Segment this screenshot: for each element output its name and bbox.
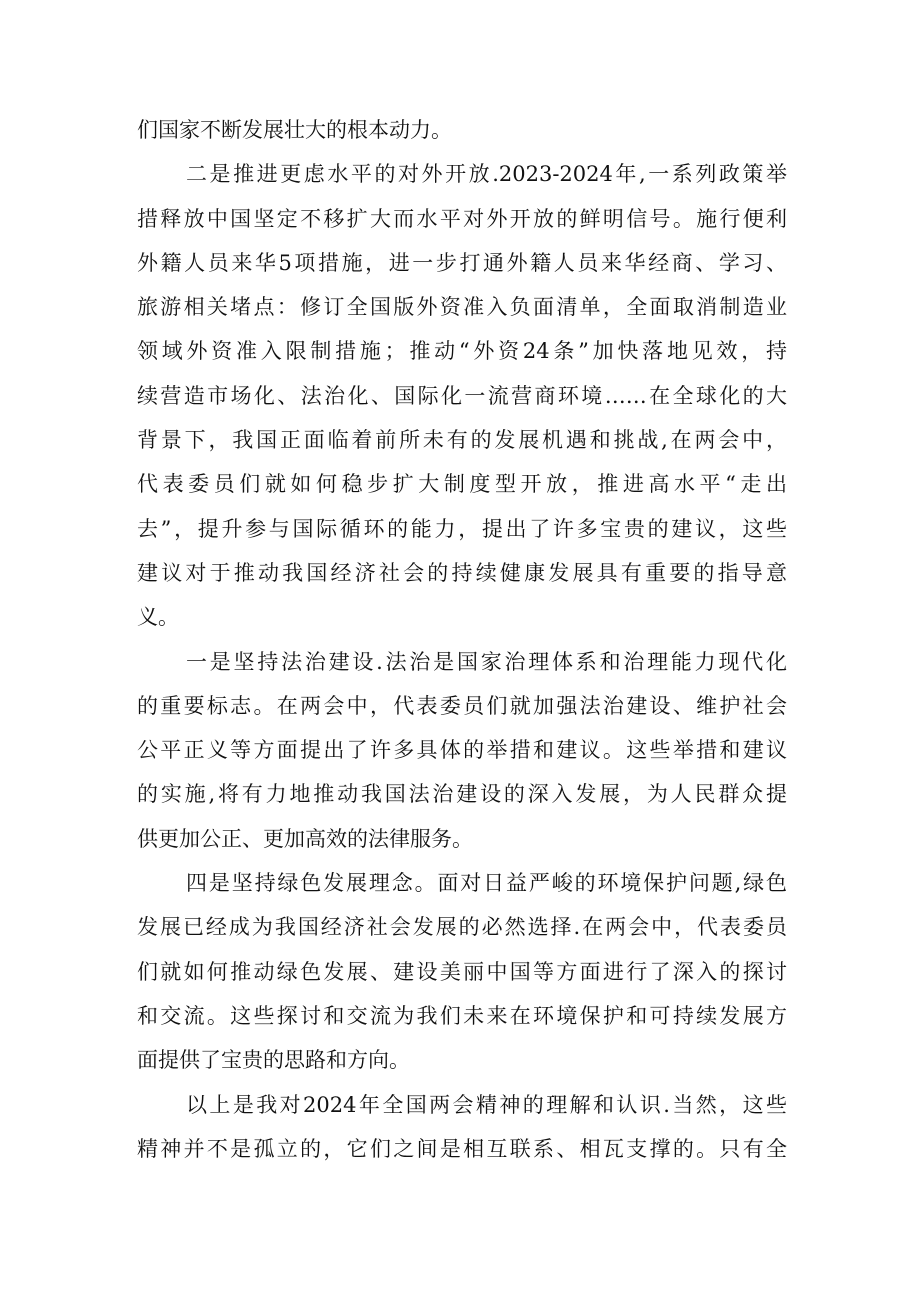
text-line: 建议对于推动我国经济社会的持续健康发展具有重要的指导意	[137, 560, 787, 585]
text-line: 背景下，我国正面临着前所未有的发展机遇和挑战,在两会中，	[137, 428, 787, 453]
text-line: 的实施,将有力地推动我国法治建设的深入发展，为人民群众提	[137, 782, 787, 807]
text-line: 们就如何推动绿色发展、建设美丽中国等方面进行了深入的探讨	[137, 959, 787, 984]
text-line: 供更加公正、更加高效的法律服务。	[137, 826, 473, 851]
text-line: 面提供了宝贵的思路和方向。	[137, 1048, 410, 1073]
text-line: 领域外资准入限制措施；推动“外资24条”加快落地见效，持	[137, 339, 787, 364]
text-line: 发展已经成为我国经济社会发展的必然选择.在两会中，代表委员	[137, 915, 787, 940]
text-line: 旅游相关堵点：修订全国版外资准入负面清单，全面取消制造业	[137, 295, 787, 320]
text-line: 代表委员们就如何稳步扩大制度型开放，推进高水平“走出	[137, 472, 787, 497]
text-line: 去”，提升参与国际循环的能力，提出了许多宝贵的建议，这些	[137, 516, 787, 541]
text-line: 们国家不断发展壮大的根本动力。	[137, 118, 452, 142]
text-line: 外籍人员来华5项措施，进一步打通外籍人员来华经商、学习、	[137, 250, 787, 275]
text-line: 和交流。这些探讨和交流为我们未来在环境保护和可持续发展方	[137, 1003, 787, 1028]
text-line: 的重要标志。在两会中，代表委员们就加强法治建设、维护社会	[137, 693, 787, 718]
text-line: 以上是我对2024年全国两会精神的理解和认识.当然，这些	[186, 1092, 787, 1117]
text-line: 精神并不是孤立的，它们之间是相互联系、相瓦支撑的。只有全	[137, 1136, 787, 1161]
document-body	[0, 108, 920, 1171]
text-line: 四是坚持绿色发展理念。面对日益严峻的环境保护问题,绿色	[186, 871, 787, 896]
text-line: 措释放中国坚定不移扩大而水平对外开放的鲜明信号。施行便利	[137, 206, 787, 231]
text-line: 义。	[137, 605, 179, 630]
text-line: 一是坚持法治建设.法治是国家治理体系和治理能力现代化	[186, 649, 787, 674]
text-line: 二是推进更虑水平的对外开放.2023-2024年,一系列政策举	[186, 162, 787, 187]
text-line: 公平正义等方面提出了许多具体的举措和建议。这些举措和建议	[137, 738, 787, 763]
text-line: 续营造市场化、法治化、国际化一流营商环境……在全球化的大	[137, 383, 787, 408]
